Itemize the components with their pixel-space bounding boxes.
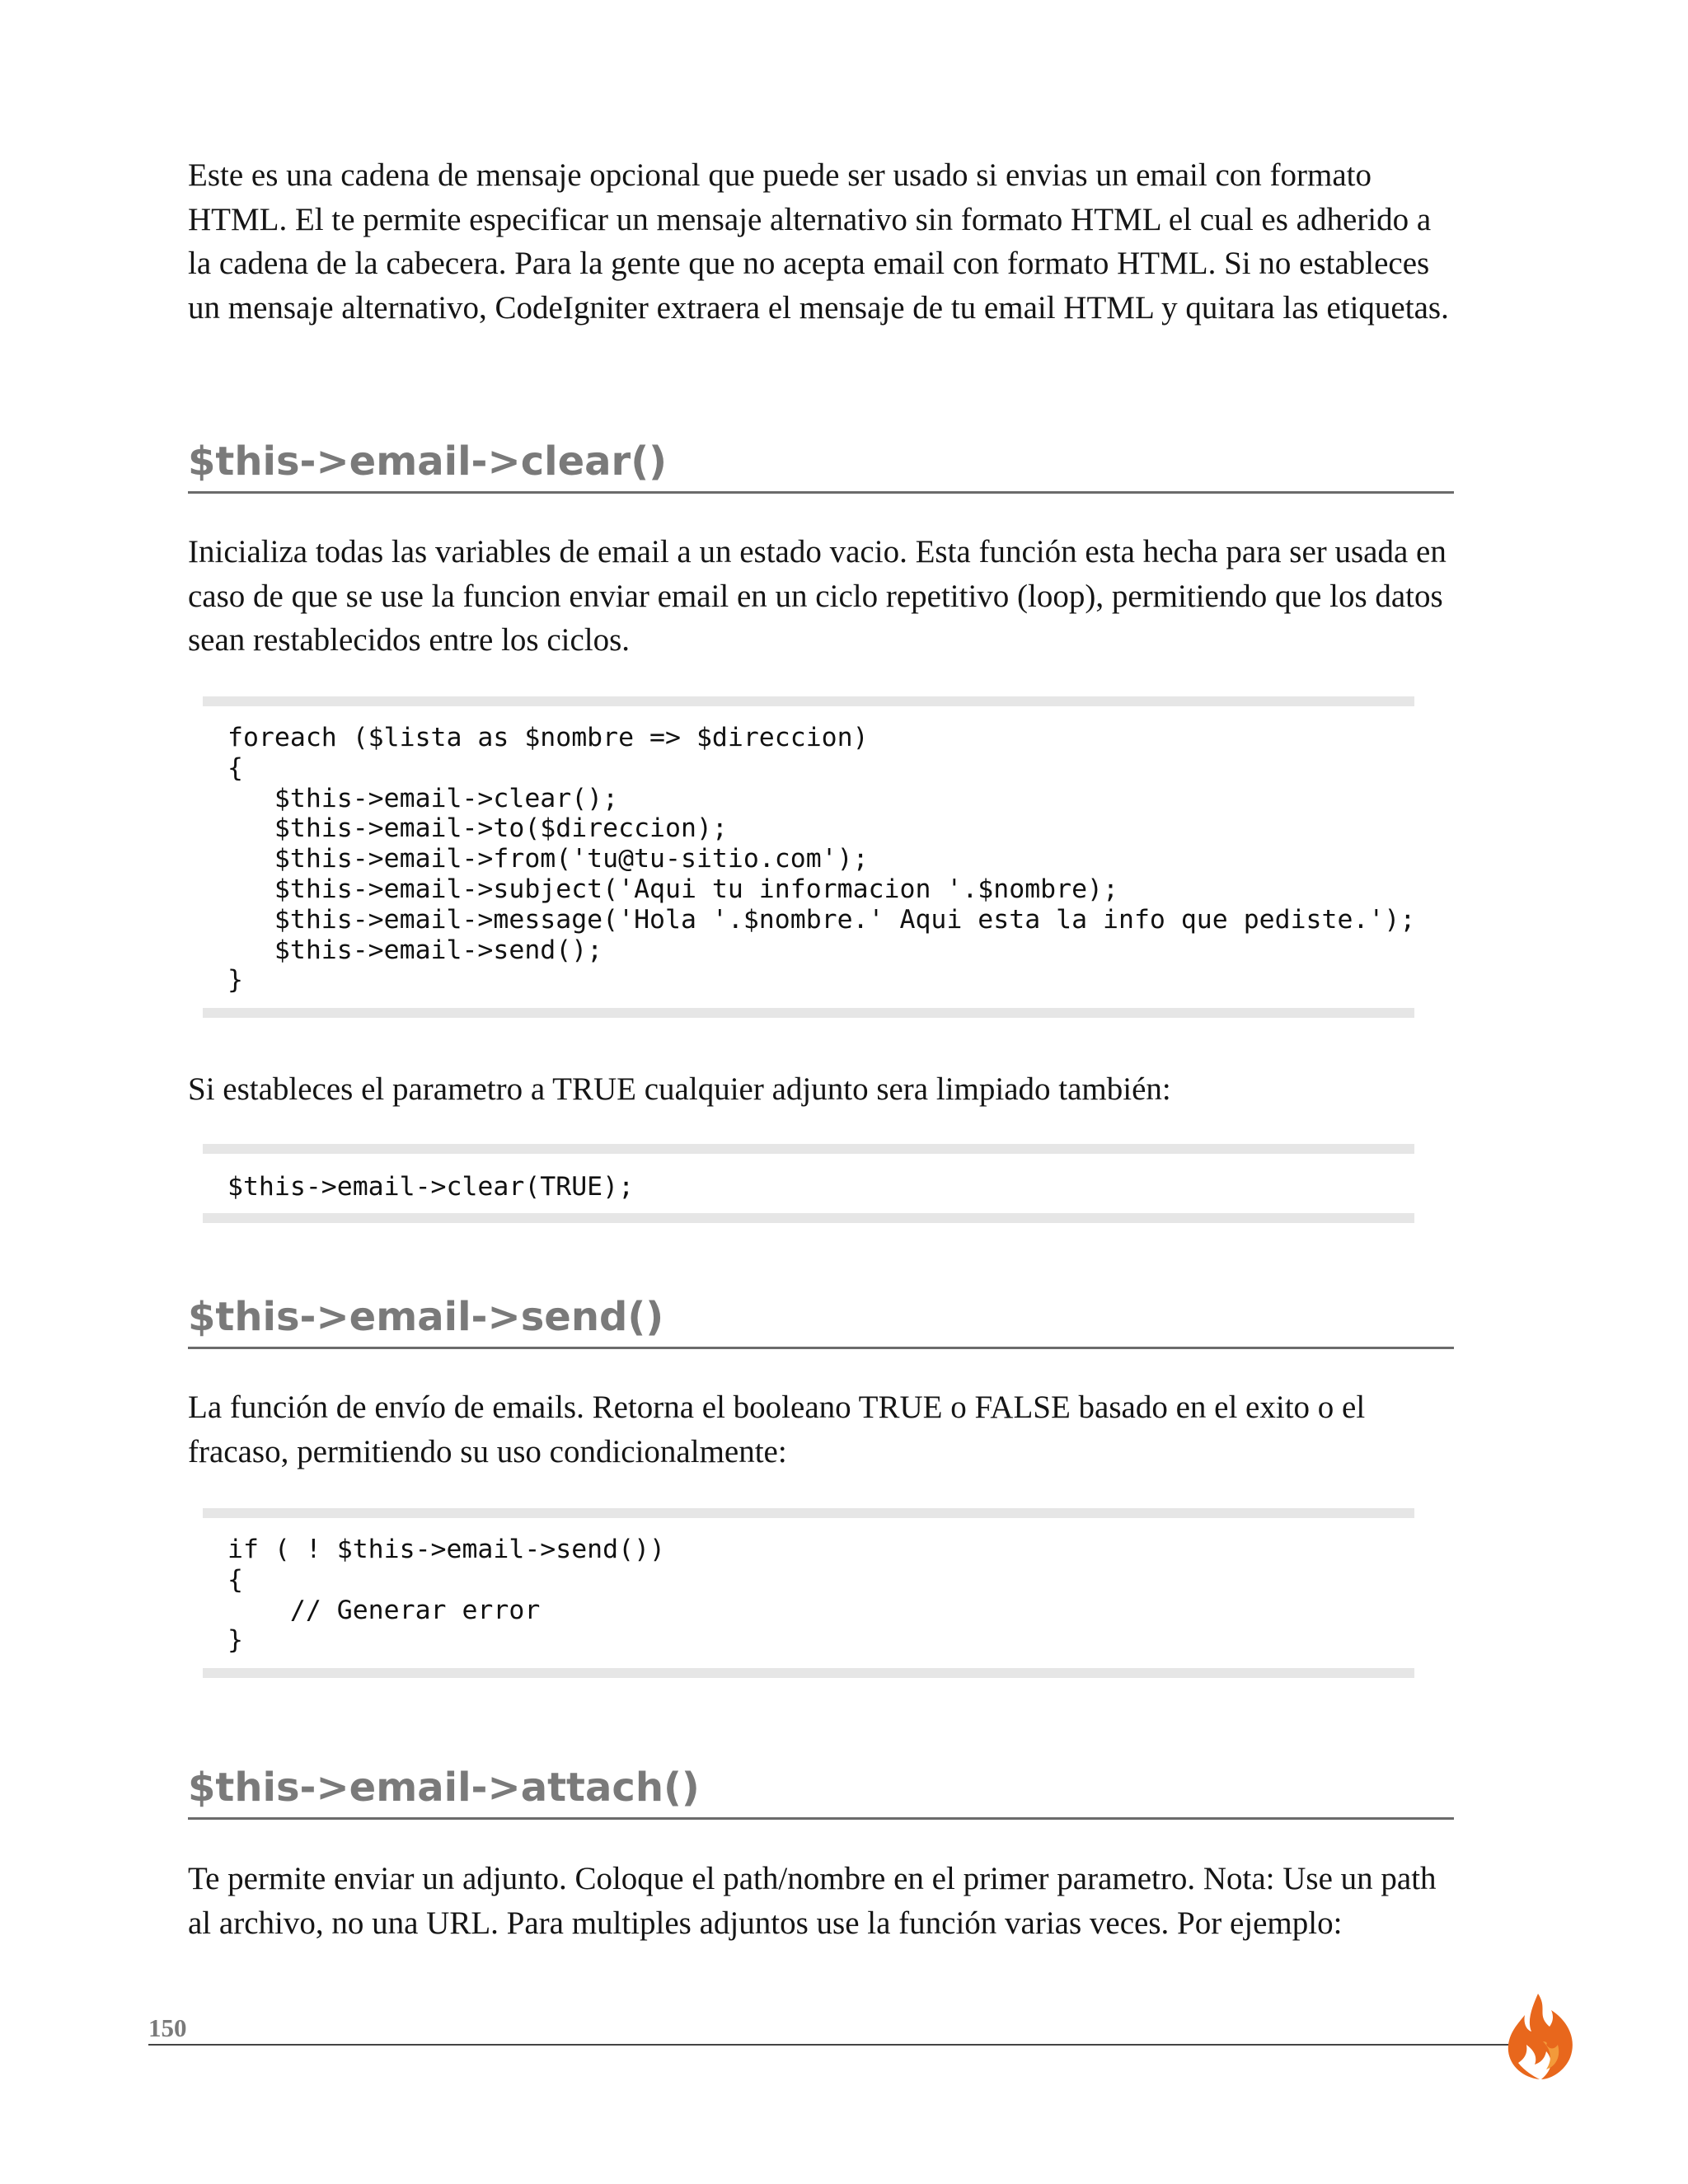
footer-divider — [148, 2044, 1517, 2046]
intro-paragraph: Este es una cadena de mensaje opcional que puede ser usado si envias un email con formato HTML. El te permite especificar un mensaje alternativo sin formato HTML el cual es adherido a la cadena de la cabecera. Para la gente que no acepta email con formato HTML. Si no estableces un mensaje alternativo, CodeIgniter extraera el mensaje de tu email HTML y quitara las etiquetas. — [188, 157, 1449, 326]
code-block-send — [203, 1508, 1414, 1678]
page-number: 150 — [148, 2013, 187, 2042]
flame-outer — [1508, 1994, 1573, 2079]
attach-description: Te permite enviar un adjunto. Coloque el path/nombre en el primer parametro. Nota: Use un path al archivo, no una URL. Para multiples adjuntos use la función varias veces. Por ejemplo: — [188, 1861, 1437, 1941]
section-heading-send: $this->email->send() — [188, 1292, 1454, 1349]
code-block-clear-true — [203, 1144, 1414, 1223]
code-block-clear-loop — [203, 696, 1414, 1018]
clear-description: Inicializa todas las variables de email a un estado vacio. Esta función esta hecha para ser usada en caso de que se use la funcion enviar email en un ciclo repetitivo (loop), permitiendo que los datos sean restablecidos entre los ciclos. — [188, 534, 1447, 658]
section-heading-attach: $this->email->attach() — [188, 1763, 1454, 1820]
code-clear-loop: foreach ($lista as $nombre => $direccion) { $this->email->clear(); $this->email->to($direccion); $this->email->from('tu@tu-sitio.com'); $this->email->subject('Aqui tu informacion '.$nombre); $this->email->message('Hola '.$nombre.' Aqui esta la info que pediste.'); $this->email->send(); } — [227, 723, 1416, 996]
send-description: La función de envío de emails. Retorna el booleano TRUE o FALSE basado en el exito o el fracaso, permitiendo su uso condicionalmente: — [188, 1390, 1366, 1469]
clear-true-note: Si estableces el parametro a TRUE cualquier adjunto sera limpiado también: — [188, 1071, 1171, 1107]
code-clear-true: $this->email->clear(TRUE); — [227, 1172, 635, 1202]
section-heading-clear: $this->email->clear() — [188, 437, 1454, 494]
codeigniter-flame-icon — [1505, 1990, 1579, 2081]
code-send: if ( ! $this->email->send()) { // Generar error } — [227, 1535, 666, 1656]
